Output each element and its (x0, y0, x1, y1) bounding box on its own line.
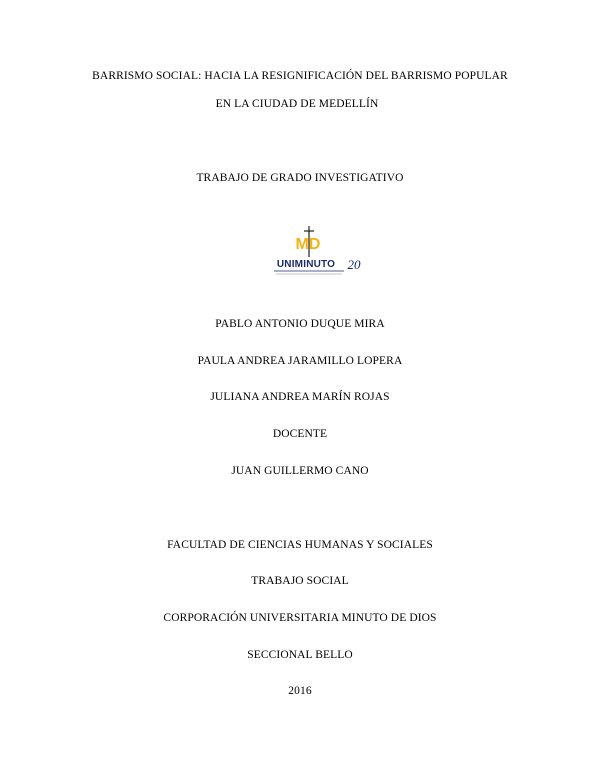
author-1: PABLO ANTONIO DUQUE MIRA (215, 318, 385, 330)
work-type: TRABAJO DE GRADO INVESTIGATIVO (196, 172, 404, 184)
logo-years: 20 (347, 257, 361, 272)
campus: SECCIONAL BELLO (247, 649, 353, 661)
logo-monogram-md: MD (295, 236, 321, 253)
advisor-label: DOCENTE (272, 428, 328, 440)
logo-wordmark: UNIMINUTO (276, 259, 336, 270)
thesis-title-line-1: BARRISMO SOCIAL: HACIA LA RESIGNIFICACIÓN DEL BARRISMO POPULAR (92, 70, 508, 82)
uniminuto-logo (268, 224, 366, 278)
author-2: PAULA ANDREA JARAMILLO LOPERA (197, 355, 403, 367)
author-3: JULIANA ANDREA MARÍN ROJAS (210, 391, 390, 403)
program: TRABAJO SOCIAL (251, 575, 349, 587)
thesis-title-line-2: EN LA CIUDAD DE MEDELLÍN (215, 98, 379, 110)
faculty: FACULTAD DE CIENCIAS HUMANAS Y SOCIALES (167, 539, 433, 551)
advisor-name: JUAN GUILLERMO CANO (231, 465, 369, 477)
university: CORPORACIÓN UNIVERSITARIA MINUTO DE DIOS (163, 612, 437, 624)
uniminuto-logo-graphic (268, 224, 366, 278)
year: 2016 (288, 685, 312, 697)
